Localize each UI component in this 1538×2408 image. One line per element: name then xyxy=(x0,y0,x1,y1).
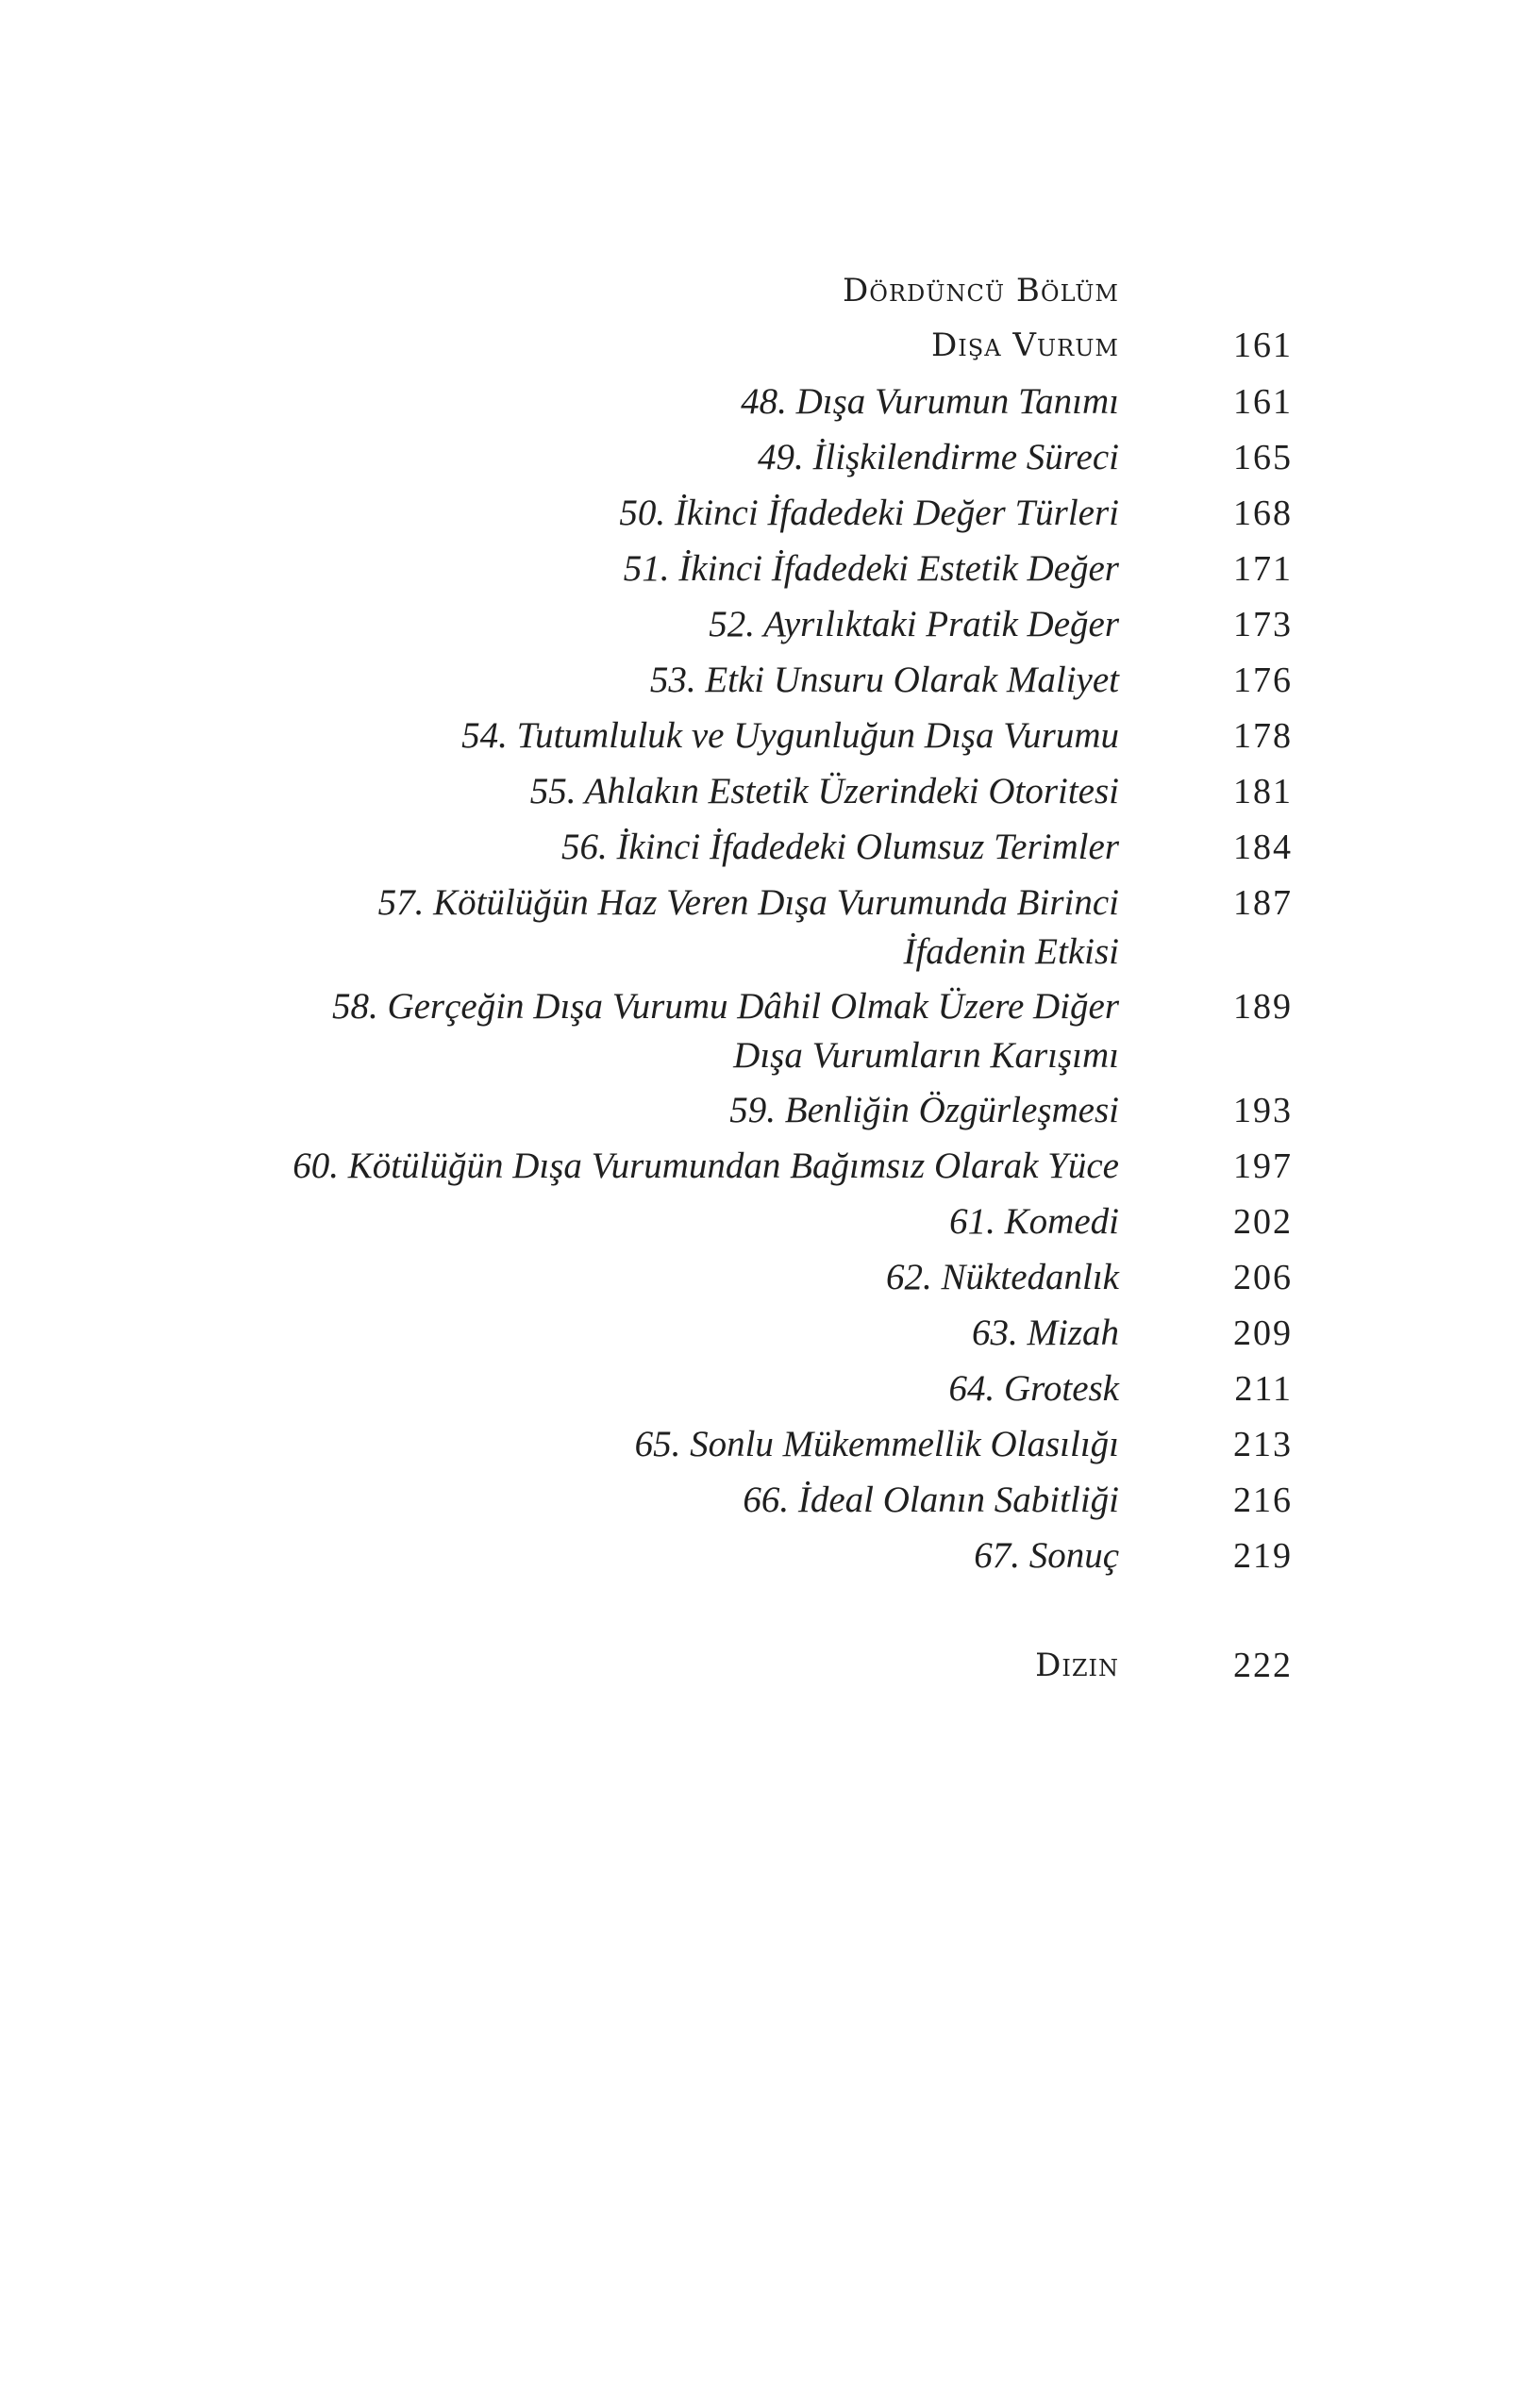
toc-entry-title: 56. İkinci İfadedeki Olumsuz Terimler xyxy=(560,827,1119,867)
toc-entry xyxy=(0,661,1538,714)
toc-entry-title: 67. Sonuç xyxy=(974,1535,1119,1576)
toc-entry xyxy=(0,1537,1538,1590)
toc-entry-title: 64. Grotesk xyxy=(948,1368,1119,1409)
toc-entry-page: 213 xyxy=(1233,1425,1293,1464)
part-heading: Dördüncü Bölüm xyxy=(843,272,1119,309)
toc-entry-page: 189 xyxy=(1233,987,1293,1027)
toc-entry-page: 211 xyxy=(1234,1369,1293,1409)
toc-entry-page: 187 xyxy=(1233,883,1293,923)
toc-entry xyxy=(0,383,1538,436)
chapter-row xyxy=(0,326,1538,379)
toc-entry-title: 54. Tutumluluk ve Uygunluğun Dışa Vurumu xyxy=(461,715,1119,756)
toc-entry xyxy=(0,1092,1538,1145)
toc-entry xyxy=(0,439,1538,492)
index-page-number: 222 xyxy=(1233,1646,1293,1685)
toc-entry-title: 60. Kötülüğün Dışa Vurumundan Bağımsız Olarak Yüce xyxy=(293,1145,1119,1186)
toc-entry-title: 63. Mizah xyxy=(972,1313,1119,1353)
toc-entry-title-continuation: İfadenin Etkisi xyxy=(903,931,1119,972)
toc-entry xyxy=(0,717,1538,770)
toc-entry xyxy=(0,1147,1538,1200)
toc-entry-page: 178 xyxy=(1233,716,1293,756)
toc-entry-title: 50. İkinci İfadedeki Değer Türleri xyxy=(619,493,1119,533)
toc-entry-title: 58. Gerçeğin Dışa Vurumu Dâhil Olmak Üzere Diğer xyxy=(331,986,1119,1027)
toc-entry-page: 161 xyxy=(1233,382,1293,422)
toc-entry-title: 66. İdeal Olanın Sabitliği xyxy=(743,1480,1119,1520)
toc-entry-page: 165 xyxy=(1233,438,1293,477)
toc-entry-page: 193 xyxy=(1233,1091,1293,1130)
toc-entry-title: 57. Kötülüğün Haz Veren Dışa Vurumunda Birinci xyxy=(377,882,1119,923)
toc-entry-title-continuation: Dışa Vurumların Karışımı xyxy=(733,1035,1119,1076)
chapter-title: Dışa Vurum xyxy=(931,326,1119,364)
toc-entry xyxy=(0,1426,1538,1479)
toc-entry xyxy=(0,606,1538,659)
toc-entry-page: 209 xyxy=(1233,1313,1293,1353)
toc-entry-title: 48. Dışa Vurumun Tanımı xyxy=(741,381,1119,422)
toc-entry xyxy=(0,828,1538,881)
toc-entry-title: 65. Sonlu Mükemmellik Olasılığı xyxy=(634,1424,1119,1464)
toc-entry xyxy=(0,1203,1538,1256)
toc-entry-page: 176 xyxy=(1233,661,1293,700)
index-row xyxy=(0,1647,1538,1699)
toc-entry-page: 206 xyxy=(1233,1258,1293,1297)
toc-entry-title: 51. İkinci İfadedeki Estetik Değer xyxy=(623,548,1119,589)
toc-entry xyxy=(0,884,1538,988)
toc-entry-page: 219 xyxy=(1233,1536,1293,1576)
toc-entry xyxy=(0,494,1538,547)
chapter-page-number: 161 xyxy=(1233,326,1293,365)
toc-entry-page: 168 xyxy=(1233,493,1293,533)
toc-entry-title: 62. Nüktedanlık xyxy=(886,1257,1119,1297)
toc-entry-page: 171 xyxy=(1233,549,1293,589)
toc-entry-page: 173 xyxy=(1233,605,1293,644)
toc-entry-page: 184 xyxy=(1233,828,1293,867)
toc-entry-title: 49. İlişkilendirme Süreci xyxy=(757,437,1119,477)
toc-entry-page: 202 xyxy=(1233,1202,1293,1242)
toc-entry-title: 55. Ahlakın Estetik Üzerindeki Otoritesi xyxy=(529,771,1119,811)
toc-entry xyxy=(0,1370,1538,1423)
toc-entry-title: 61. Komedi xyxy=(949,1201,1119,1242)
toc-entry xyxy=(0,1481,1538,1534)
toc-entry-title: 52. Ayrılıktaki Pratik Değer xyxy=(709,604,1119,644)
toc-entry xyxy=(0,1259,1538,1312)
part-heading-row xyxy=(0,272,1538,325)
toc-entry-title: 53. Etki Unsuru Olarak Maliyet xyxy=(649,660,1119,700)
toc-entry-title: 59. Benliğin Özgürleşmesi xyxy=(729,1090,1119,1130)
toc-entry-page: 197 xyxy=(1233,1146,1293,1186)
toc-entry xyxy=(0,550,1538,603)
index-title: Dizin xyxy=(1035,1647,1119,1684)
toc-entry-page: 216 xyxy=(1233,1480,1293,1520)
toc-entry xyxy=(0,773,1538,826)
toc-entry xyxy=(0,988,1538,1092)
toc-entry-page: 181 xyxy=(1233,772,1293,811)
toc-entry xyxy=(0,1314,1538,1367)
